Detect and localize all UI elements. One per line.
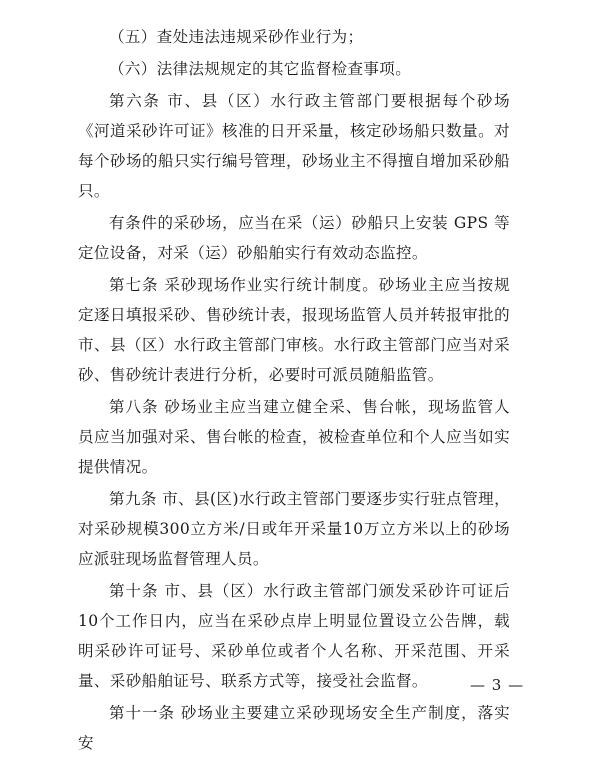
paragraph-article-11: 第十一条 砂场业主要建立采砂现场安全生产制度，落实安 bbox=[78, 704, 510, 752]
paragraph-article-8: 第八条 砂场业主应当建立健全采、售台帐，现场监管人员应当加强对采、售台帐的检查，被检查单位和个人应当如实提供情况。 bbox=[78, 398, 510, 476]
paragraph-article-10: 第十条 市、县（区）水行政主管部门颁发采砂许可证后10个工作日内，应当在采砂点岸上明显位置设立公告牌，载明采砂许可证号、采砂单位或者个人名称、开采范围、开采量、采砂船舶证号、联系方式等，接受社会监督。 bbox=[78, 582, 510, 690]
paragraph-item-6: （六）法律法规规定的其它监督检查事项。 bbox=[109, 60, 412, 78]
page-number: — 3 — bbox=[470, 676, 525, 694]
paragraph-article-7: 第七条 采砂现场作业实行统计制度。砂场业主应当按规定逐日填报采砂、售砂统计表，报现场监管人员并转报审批的市、县（区）水行政主管部门审核。水行政主管部门应当对采砂、售砂统计表进行分析，必要时可派员随船监管。 bbox=[78, 276, 510, 384]
paragraph-item-5: （五）查处违法违规采砂作业行为； bbox=[109, 28, 364, 46]
document-body bbox=[78, 22, 510, 760]
paragraph-article-9: 第九条 市、县(区)水行政主管部门要逐步实行驻点管理，对采砂规模300立方米/日或年开采量10万立方米以上的砂场应派驻现场监督管理人员。 bbox=[78, 490, 510, 568]
paragraph-article-6: 第六条 市、县（区）水行政主管部门要根据每个砂场《河道采砂许可证》核准的日开采量，核定砂场船只数量。对每个砂场的船只实行编号管理，砂场业主不得擅自增加采砂船只。 bbox=[78, 92, 510, 200]
paragraph-gps: 有条件的采砂场，应当在采（运）砂船只上安装 GPS 等定位设备，对采（运）砂船舶实行有效动态监控。 bbox=[78, 214, 510, 262]
